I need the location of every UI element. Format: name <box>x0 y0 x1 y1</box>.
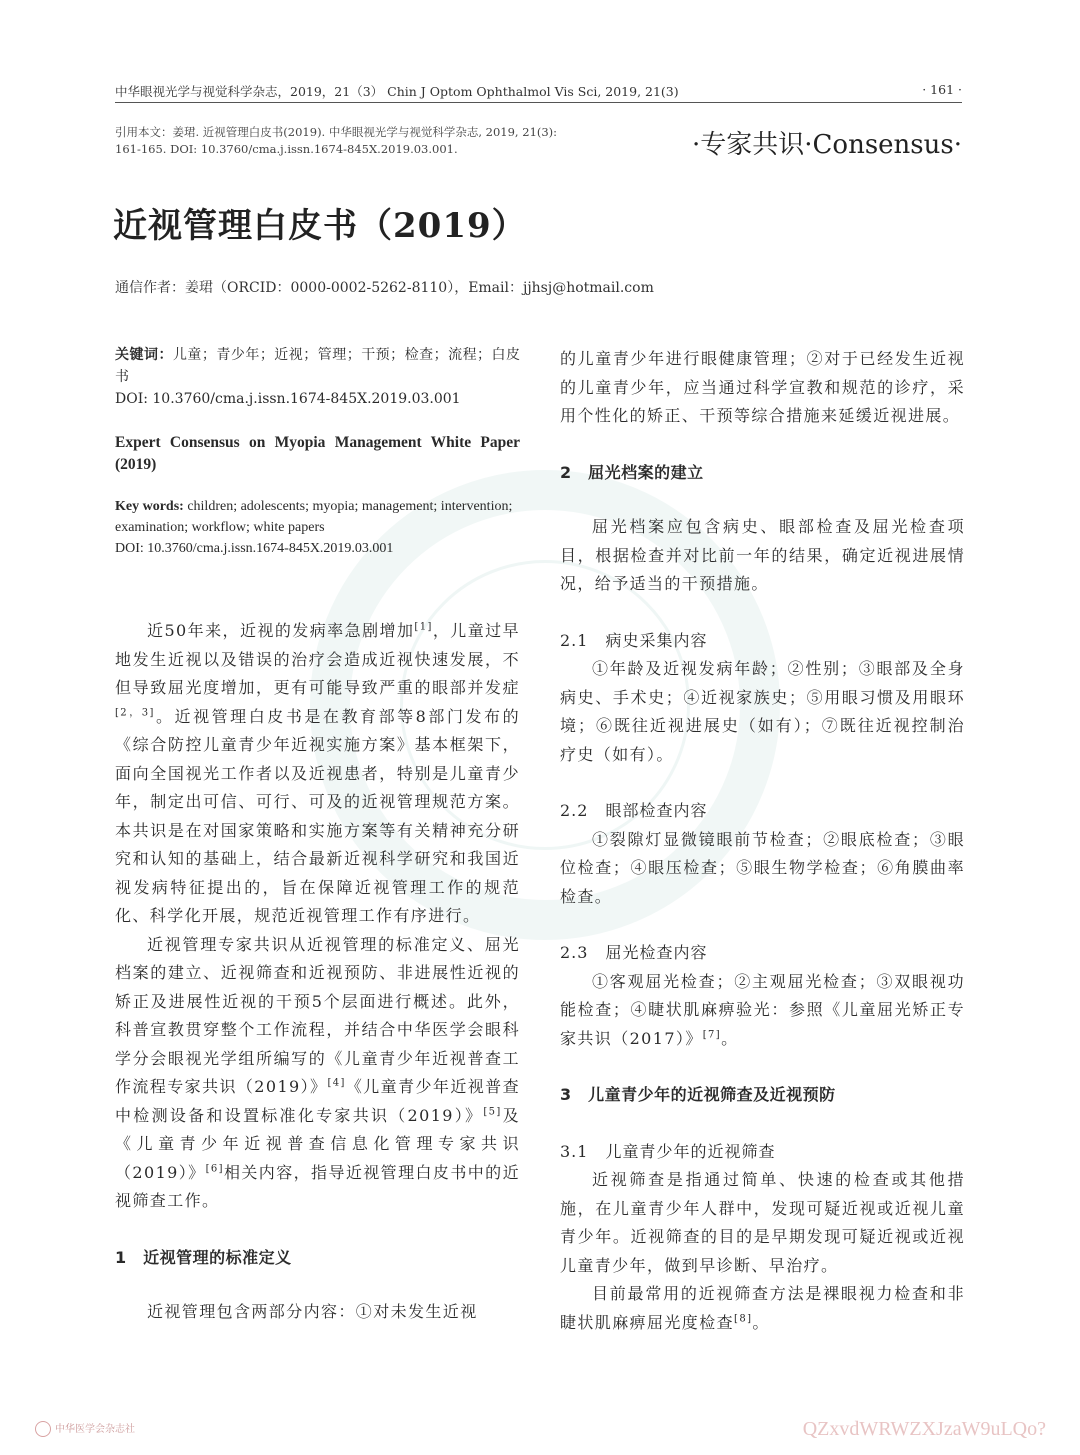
intro-paragraph-2: 近视管理专家共识从近视管理的标准定义、屈光档案的建立、近视筛查和近视预防、非进展性近视的矫正及进展性近视的干预5个层面进行概述。此外，科普宣教贯穿整个工作流程，并结合中华医学会眼科学分会眼视光学组所编写的《儿童青少年近视普查工作流程专家共识（2019）》[4]《儿童青少年近视普查中检测设备和设置标准化专家共识（2019）》[5]及《儿童青少年近视普查信息化管理专家共识（2019）》[6]相关内容，指导近视管理白皮书中的近视筛查工作。 <box>115 934 520 1210</box>
publisher-name: 中华医学会杂志社 <box>55 1423 135 1435</box>
citation-block <box>115 124 615 158</box>
page-number: · 161 · <box>922 82 962 97</box>
section-3-1-paragraph: 近视筛查是指通过简单、快速的检查或其他措施，在儿童青少年人群中，发现可疑近视或近视儿童青少年。近视筛查的目的是早期发现可疑近视或近视儿童青少年，做到早诊断、早治疗。 <box>560 1170 965 1275</box>
right-column <box>560 345 965 1337</box>
ref-5[interactable]: [5] <box>483 1106 502 1118</box>
ref-7[interactable]: [7] <box>702 1029 722 1041</box>
heading-2-1: 2.1 病史采集内容 <box>560 630 708 650</box>
citation-line-1: 引用本文：姜珺. 近视管理白皮书(2019). 中华眼视光学与视觉科学杂志, 2019, 21(3): <box>115 125 558 139</box>
article-title: 近视管理白皮书（2019） <box>113 206 527 246</box>
section-1-paragraph: 近视管理包含两部分内容：①对未发生近视 <box>147 1302 478 1321</box>
section-2-3-paragraph: ①客观屈光检查；②主观屈光检查；③双眼视功能检查；④睫状肌麻痹验光：参照《儿童屈光矫正专家共识（2017）》[7]。 <box>560 971 965 1048</box>
heading-2-2: 2.2 眼部检查内容 <box>560 801 708 820</box>
journal-citation: 中华眼视光学与视觉科学杂志，2019，21（3） Chin J Optom Ophthalmol Vis Sci, 2019, 21(3) <box>115 84 679 99</box>
keywords-en-text: children; adolescents; myopia; management; intervention; examination; workflow; white papers <box>115 499 513 535</box>
keywords-en <box>115 496 520 538</box>
intro-paragraph-1: 近50年来，近视的发病率急剧增加[1]，儿童过早地发生近视以及错误的治疗会造成近视快速发展，不但导致屈光度增加，更有可能导致严重的眼部并发症[2，3]。近视管理白皮书是在教育部等8部门发布的《综合防控儿童青少年近视实施方案》基本框架下，面向全国视光工作者以及近视患者，特别是儿童青少年，制定出可信、可行、可及的近视管理规范方案。本共识是在对国家策略和实施方案等有关精神充分研究和认知的基础上，结合最新近视科学研究和我国近视发病特征提出的，旨在保障近视管理工作的规范化、科学化开展，规范近视管理工作有序进行。 <box>115 621 520 925</box>
ref-2-3[interactable]: [2，3] <box>115 707 155 719</box>
keywords-cn <box>115 344 520 388</box>
heading-1: 1 近视管理的标准定义 <box>115 1247 292 1267</box>
doi-cn: DOI: 10.3760/cma.j.issn.1674-845X.2019.03.001 <box>115 391 461 407</box>
keywords-en-label: Key words: <box>115 499 184 514</box>
corresponding-author: 通信作者：姜珺（ORCID：0000-0002-5262-8110），Email：jjhsj@hotmail.com <box>115 280 654 296</box>
keywords-cn-label: 关键词： <box>115 347 173 363</box>
ref-8[interactable]: [8] <box>734 1313 753 1325</box>
seal-icon <box>35 1421 51 1437</box>
heading-3: 3 儿童青少年的近视筛查及近视预防 <box>560 1085 836 1104</box>
section-2-paragraph: 屈光档案应包含病史、眼部检查及屈光检查项目，根据检查并对比前一年的结果，确定近视进展情况，给予适当的干预措施。 <box>560 517 965 593</box>
ref-1[interactable]: [1] <box>414 621 433 633</box>
ref-6[interactable]: [6] <box>205 1163 224 1175</box>
section-2-2-paragraph: ①裂隙灯显微镜眼前节检查；②眼底检查；③眼位检查；④眼压检查；⑤眼生物学检查；⑥角膜曲率检查。 <box>560 829 965 906</box>
left-column <box>115 344 520 1327</box>
heading-3-1: 3.1 儿童青少年的近视筛查 <box>560 1141 776 1161</box>
english-title: Expert Consensus on Myopia Management White Paper (2019) <box>115 434 520 473</box>
citation-line-2: 161-165. DOI: 10.3760/cma.j.issn.1674-845X.2019.03.001. <box>115 142 458 156</box>
footer-watermark-code: QZxvdWRWZXJzaW9uLQo? <box>802 1418 1046 1440</box>
running-header <box>115 80 962 103</box>
keywords-cn-text: 儿童；青少年；近视；管理；干预；检查；流程；白皮书 <box>115 347 521 385</box>
heading-2-3: 2.3 屈光检查内容 <box>560 943 708 962</box>
section-3-1-paragraph-2: 目前最常用的近视筛查方法是裸眼视力检查和非睫状肌麻痹屈光度检查[8]。 <box>560 1284 965 1332</box>
ref-4[interactable]: [4] <box>327 1077 346 1089</box>
section-2-1-paragraph: ①年龄及近视发病年龄；②性别；③眼部及全身病史、手术史；④近视家族史；⑤用眼习惯及用眼环境；⑥既往近视进展史（如有）；⑦既往近视控制治疗史（如有）。 <box>560 659 965 764</box>
heading-2: 2 屈光档案的建立 <box>560 462 704 482</box>
doi-en: DOI: 10.3760/cma.j.issn.1674-845X.2019.03.001 <box>115 541 394 556</box>
section-1-continued: 的儿童青少年进行眼健康管理；②对于已经发生近视的儿童青少年，应当通过科学宣教和规范的诊疗，采用个性化的矫正、干预等综合措施来延缓近视进展。 <box>560 349 965 425</box>
publisher-logo <box>35 1420 135 1438</box>
section-tag: ·专家共识·Consensus· <box>692 130 962 160</box>
